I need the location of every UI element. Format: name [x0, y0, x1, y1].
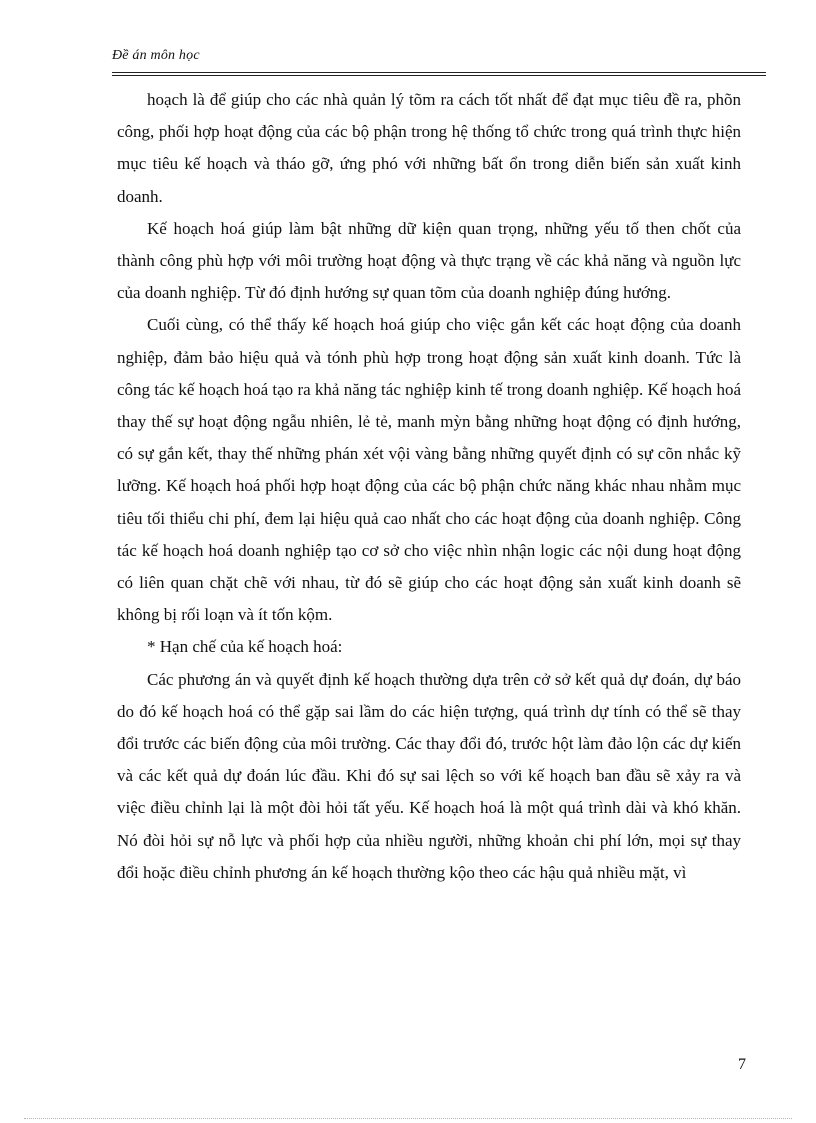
page-body	[117, 84, 741, 889]
header-rule-bottom	[112, 75, 766, 76]
paragraph-integration: Cuối cùng, có thể thấy kế hoạch hoá giúp cho việc gắn kết các hoạt động của doanh nghiệp, đảm bảo hiệu quả và tónh phù hợp trong hoạt động sản xuất kinh doanh. Tức là công tác kế hoạch hoá tạo ra khả năng tác nghiệp kinh tế trong doanh nghiệp. Kế hoạch hoá thay thế sự hoạt động ngẫu nhiên, lẻ tẻ, manh mỳn bằng những hoạt động có định hướng, có sự gắn kết, thay thế những phán xét vội vàng bằng những quyết định có sự cõn nhắc kỹ lưỡng. Kế hoạch hoá phối hợp hoạt động của các bộ phận chức năng khác nhau nhằm mục tiêu tối thiểu chi phí, đem lại hiệu quả cao nhất cho các hoạt động của doanh nghiệp. Công tác kế hoạch hoá doanh nghiệp tạo cơ sở cho việc nhìn nhận logic các nội dung hoạt động có liên quan chặt chẽ với nhau, từ đó sẽ giúp cho các hoạt động sản xuất kinh doanh sẽ không bị rối loạn và ít tốn kộm.	[117, 315, 741, 625]
paragraph-key-facts: Kế hoạch hoá giúp làm bật những dữ kiện quan trọng, những yếu tố then chốt của thành công phù hợp với môi trường hoạt động và thực trạng về các khả năng và nguồn lực của doanh nghiệp. Từ đó định hướng sự quan tõm của doanh nghiệp đúng hướng.	[117, 218, 741, 303]
paragraph-continued-intro: hoạch là để giúp cho các nhà quản lý tõm ra cách tốt nhất để đạt mục tiêu đề ra, phõn công, phối hợp hoạt động của các bộ phận trong hệ thống tổ chức trong quá trình thực hiện mục tiêu kế hoạch và tháo gỡ, ứng phó với những bất ổn trong diễn biến sản xuất kinh doanh.	[117, 90, 741, 206]
header-rule-top	[112, 72, 766, 73]
page-number: 7	[738, 1056, 746, 1073]
paragraph-limitations: Các phương án và quyết định kế hoạch thường dựa trên cở sở kết quả dự đoán, dự báo do đó kế hoạch hoá có thể gặp sai lầm do các hiện tượng, quá trình dự tính có thể sẽ thay đổi trước các biến động của môi trường. Các thay đổi đó, trước hột làm đảo lộn các dự kiến và các kết quả dự đoán lúc đầu. Khi đó sự sai lệch so với kế hoạch ban đầu sẽ xảy ra và việc điều chỉnh lại là một đòi hỏi tất yếu. Kế hoạch hoá là một quá trình dài và khó khăn. Nó đòi hỏi sự nỗ lực và phối hợp của nhiều người, những khoản chi phí lớn, mọi sự thay đổi hoặc điều chỉnh phương án kế hoạch thường kộo theo các hậu quả nhiều mặt, vì	[117, 669, 741, 882]
section-heading-limitations: * Hạn chế của kế hoạch hoá:	[147, 637, 343, 657]
page-bottom-border	[24, 1118, 792, 1119]
running-header: Đề án môn học	[112, 48, 200, 63]
